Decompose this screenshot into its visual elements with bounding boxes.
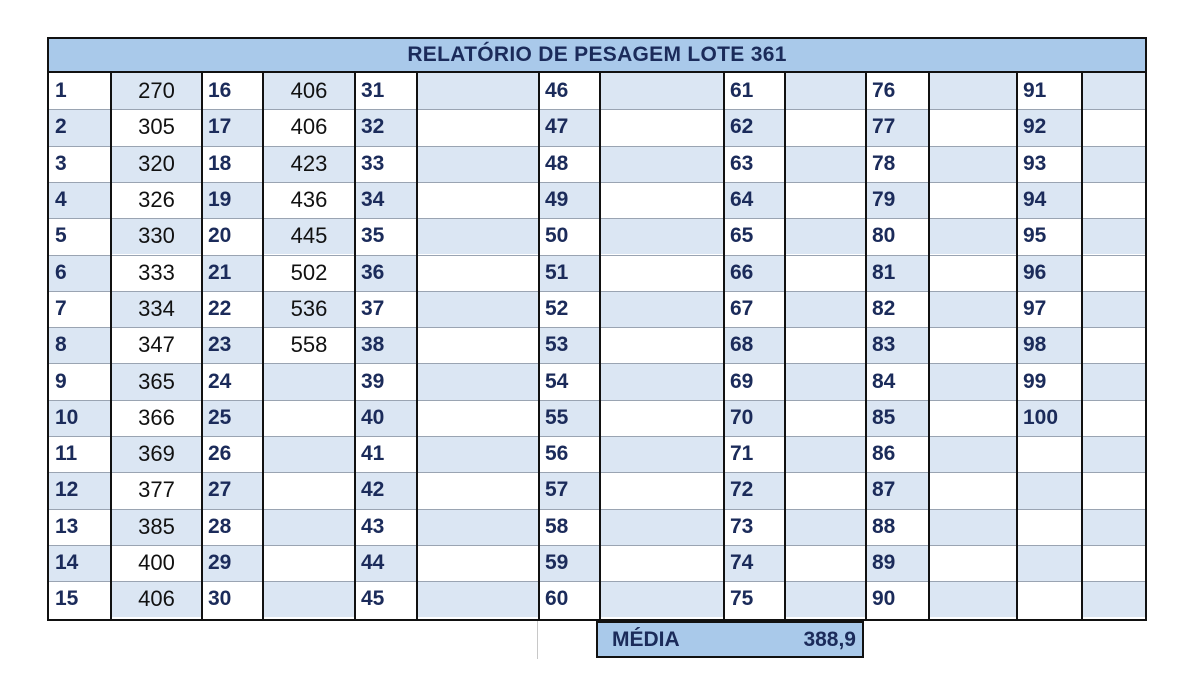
weight-value-cell [1082,291,1145,327]
lot-number-cell: 72 [724,472,785,508]
lot-number-cell: 40 [355,400,417,436]
weight-value-cell: 270 [111,73,202,109]
lot-number-cell: 95 [1023,224,1047,248]
lot-number-cell: 84 [872,369,896,393]
weight-value-cell [600,146,724,182]
weight-value-cell [263,581,355,617]
lot-number-cell: 22 [208,296,232,320]
lot-number-cell: 35 [361,224,385,248]
weight-value-cell [417,109,539,145]
weight-value-cell [600,291,724,327]
weight-value-cell [785,73,866,109]
weight-value-cell: 334 [111,291,202,327]
weight-value-cell: 333 [138,259,175,285]
lot-number-cell: 97 [1023,296,1047,320]
weight-value-cell [1082,255,1145,291]
lot-number-cell: 1 [55,79,67,103]
weight-value-cell [417,581,539,617]
weight-value-cell: 502 [290,259,328,285]
weight-value-cell [417,182,539,218]
lot-number-cell: 39 [361,369,385,393]
weight-value-cell [600,472,724,508]
lot-number-cell: 68 [724,327,785,363]
lot-number-cell [1017,581,1082,617]
weight-value-cell [1082,436,1145,472]
column-divider [928,73,930,619]
lot-number-cell: 44 [355,545,417,581]
weight-value-cell [263,509,355,545]
weight-value-cell [417,436,539,472]
weight-value-cell [929,291,1017,327]
lot-number-cell: 26 [208,442,232,466]
lot-number-cell: 37 [361,296,385,320]
weight-value-cell [600,545,724,581]
row-divider [49,581,1145,582]
row-divider [49,363,1145,364]
weight-value-cell [785,218,866,254]
lot-number-cell: 4 [49,182,111,218]
lot-number-cell: 6 [49,255,111,291]
lot-number-cell: 79 [866,182,929,218]
lot-number-cell: 81 [866,255,929,291]
lot-number-cell: 49 [539,182,600,218]
column-divider [416,73,418,619]
row-divider [49,400,1145,401]
lot-number-cell: 100 [1017,400,1082,436]
lot-number-cell: 2 [49,109,111,145]
lot-number-cell: 88 [872,514,896,538]
row-divider [49,218,1145,219]
weight-value-cell [600,363,724,399]
weight-value-cell [785,109,866,145]
weight-value-cell [785,545,866,581]
weight-value-cell [600,109,724,145]
lot-number-cell: 33 [361,151,385,175]
weight-value-cell [417,327,539,363]
lot-number-cell: 16 [208,79,232,103]
lot-number-cell: 94 [1017,182,1082,218]
lot-number-cell: 89 [866,545,929,581]
lot-number-cell: 38 [355,327,417,363]
weight-value-cell [929,182,1017,218]
weight-value-cell [1082,581,1145,617]
lot-number-cell: 9 [55,369,67,393]
lot-number-cell: 25 [202,400,263,436]
column-divider [262,73,264,619]
weight-value-cell [929,472,1017,508]
weight-value-cell [785,472,866,508]
lot-number-cell [1017,436,1082,472]
report-title: RELATÓRIO DE PESAGEM LOTE 361 [47,37,1147,73]
weight-value-cell: 445 [263,218,355,254]
lot-number-cell: 19 [202,182,263,218]
lot-number-cell: 74 [724,545,785,581]
lot-number-cell: 58 [545,514,569,538]
weight-value-cell [929,146,1017,182]
lot-number-cell: 76 [872,79,896,103]
weight-value-cell [1082,109,1145,145]
weight-value-cell [785,509,866,545]
weight-value-cell [785,146,866,182]
lot-number-cell [1017,545,1082,581]
lot-number-cell: 50 [545,224,569,248]
lot-number-cell [1017,472,1082,508]
weight-value-cell [929,327,1017,363]
weight-value-cell [785,327,866,363]
lot-number-cell: 43 [361,514,385,538]
average-value: 388,9 [803,627,856,651]
lot-number-cell: 92 [1017,109,1082,145]
weight-value-cell: 347 [138,332,175,358]
lot-number-cell: 48 [545,151,569,175]
average-box [596,621,864,658]
lot-number-cell: 46 [545,79,569,103]
lot-number-cell: 8 [49,327,111,363]
column-divider [538,73,540,619]
weight-value-cell [785,182,866,218]
lot-number-cell: 27 [202,472,263,508]
weight-value-cell [263,363,355,399]
lot-number-cell: 70 [724,400,785,436]
lot-number-cell: 31 [361,79,385,103]
weight-value-cell [417,146,539,182]
lot-number-cell: 45 [361,587,385,611]
column-divider [599,73,601,619]
weight-value-cell: 423 [263,146,355,182]
weight-value-cell [785,363,866,399]
lot-number-cell: 71 [730,442,754,466]
lot-number-cell: 32 [355,109,417,145]
row-divider [49,327,1145,328]
weight-value-cell [1082,400,1145,436]
lot-number-cell: 15 [55,587,79,611]
column-divider [110,73,112,619]
weight-value-cell [417,73,539,109]
weight-value-cell [785,255,866,291]
weight-value-cell [785,436,866,472]
weight-value-cell: 558 [290,332,328,358]
lot-number-cell: 14 [49,545,111,581]
weight-value-cell [929,581,1017,617]
lot-number-cell: 63 [730,151,754,175]
lot-number-cell: 21 [202,255,263,291]
row-divider [49,182,1145,183]
weight-value-cell: 536 [263,291,355,327]
weight-value-cell: 406 [263,73,355,109]
lot-number-cell: 65 [730,224,754,248]
weight-value-cell [929,363,1017,399]
lot-number-cell: 36 [355,255,417,291]
lot-number-cell: 28 [208,514,232,538]
lot-number-cell: 60 [545,587,569,611]
column-divider [723,73,725,619]
column-divider [1016,73,1018,619]
weight-value-cell [600,73,724,109]
weight-value-cell [929,436,1017,472]
lot-number-cell: 34 [355,182,417,218]
lot-number-cell: 67 [730,296,754,320]
lot-number-cell: 12 [49,472,111,508]
lot-number-cell: 41 [361,442,385,466]
weight-value-cell [417,363,539,399]
column-divider [354,73,356,619]
lot-number-cell: 51 [539,255,600,291]
lot-number-cell: 73 [730,514,754,538]
lot-number-cell: 13 [55,514,79,538]
lot-number-cell: 61 [730,79,754,103]
lot-number-cell: 69 [730,369,754,393]
weight-value-cell [1082,472,1145,508]
lot-number-cell: 30 [208,587,232,611]
lot-number-cell: 82 [872,296,896,320]
row-divider [49,472,1145,473]
weight-value-cell [417,291,539,327]
lot-number-cell: 17 [202,109,263,145]
lot-number-cell: 53 [539,327,600,363]
weight-value-cell [417,255,539,291]
weight-value-cell [600,255,724,291]
weight-value-cell [263,545,355,581]
weights-grid [47,73,1147,621]
weight-value-cell: 326 [138,187,175,213]
lot-number-cell: 23 [202,327,263,363]
weight-value-cell: 330 [111,218,202,254]
weight-value-cell [1082,146,1145,182]
weight-value-cell: 406 [111,581,202,617]
lot-number-cell: 57 [539,472,600,508]
weight-value-cell [600,436,724,472]
lot-number-cell: 59 [539,545,600,581]
weight-value-cell: 436 [290,187,328,213]
weight-value-cell [785,291,866,327]
column-divider [1081,73,1083,619]
weight-value-cell [417,400,539,436]
weight-value-cell [417,218,539,254]
weight-value-cell: 385 [111,509,202,545]
column-divider [201,73,203,619]
lot-number-cell: 20 [208,224,232,248]
lot-number-cell: 98 [1017,327,1082,363]
lot-number-cell: 96 [1017,255,1082,291]
lot-number-cell: 87 [866,472,929,508]
weight-value-cell [1082,509,1145,545]
weight-value-cell [1082,363,1145,399]
weight-value-cell: 320 [111,146,202,182]
lot-number-cell: 7 [55,296,67,320]
weight-value-cell [929,400,1017,436]
weight-value-cell: 305 [138,114,175,140]
weight-value-cell [929,509,1017,545]
weighing-report-sheet [47,37,1147,621]
lot-number-cell [1017,509,1082,545]
weight-value-cell [600,581,724,617]
weight-value-cell: 369 [111,436,202,472]
lot-number-cell: 3 [55,151,67,175]
weight-value-cell [1082,73,1145,109]
weight-value-cell [417,509,539,545]
lot-number-cell: 83 [866,327,929,363]
lot-number-cell: 86 [872,442,896,466]
lot-number-cell: 75 [730,587,754,611]
weight-value-cell [263,472,355,508]
row-divider [49,436,1145,437]
lot-number-cell: 91 [1023,79,1047,103]
weight-value-cell: 406 [290,114,328,140]
weight-value-cell: 366 [138,404,175,430]
weight-value-cell [600,327,724,363]
lot-number-cell: 10 [49,400,111,436]
lot-number-cell: 78 [872,151,896,175]
weight-value-cell [929,73,1017,109]
column-divider [865,73,867,619]
lot-number-cell: 52 [545,296,569,320]
lot-number-cell: 47 [539,109,600,145]
average-label: MÉDIA [612,627,680,651]
lot-number-cell: 85 [866,400,929,436]
column-divider [784,73,786,619]
weight-value-cell [600,182,724,218]
lot-number-cell: 99 [1023,369,1047,393]
weight-value-cell [263,400,355,436]
weight-value-cell: 400 [138,550,175,576]
weight-value-cell [1082,218,1145,254]
weight-value-cell [1082,545,1145,581]
weight-value-cell [417,545,539,581]
row-divider [49,255,1145,256]
lot-number-cell: 80 [872,224,896,248]
weight-value-cell [929,545,1017,581]
lot-number-cell: 93 [1023,151,1047,175]
weight-value-cell [417,472,539,508]
lot-number-cell: 66 [724,255,785,291]
row-divider [49,545,1145,546]
column-divider [537,621,538,659]
lot-number-cell: 77 [866,109,929,145]
weight-value-cell [600,218,724,254]
lot-number-cell: 24 [208,369,232,393]
weight-value-cell [785,400,866,436]
lot-number-cell: 42 [355,472,417,508]
weight-value-cell [1082,182,1145,218]
lot-number-cell: 64 [724,182,785,218]
weight-value-cell [263,436,355,472]
lot-number-cell: 29 [202,545,263,581]
lot-number-cell: 90 [872,587,896,611]
row-divider [49,109,1145,110]
weight-value-cell: 365 [111,363,202,399]
weight-value-cell [929,109,1017,145]
row-divider [49,509,1145,510]
lot-number-cell: 54 [545,369,569,393]
lot-number-cell: 18 [208,151,232,175]
lot-number-cell: 55 [539,400,600,436]
row-divider [49,291,1145,292]
weight-value-cell [1082,327,1145,363]
weight-value-cell: 377 [138,477,175,503]
weight-value-cell [785,581,866,617]
weight-value-cell [600,509,724,545]
weight-value-cell [929,218,1017,254]
lot-number-cell: 62 [724,109,785,145]
lot-number-cell: 5 [55,224,67,248]
lot-number-cell: 56 [545,442,569,466]
weight-value-cell [600,400,724,436]
lot-number-cell: 11 [55,442,78,466]
weight-value-cell [929,255,1017,291]
row-divider [49,146,1145,147]
